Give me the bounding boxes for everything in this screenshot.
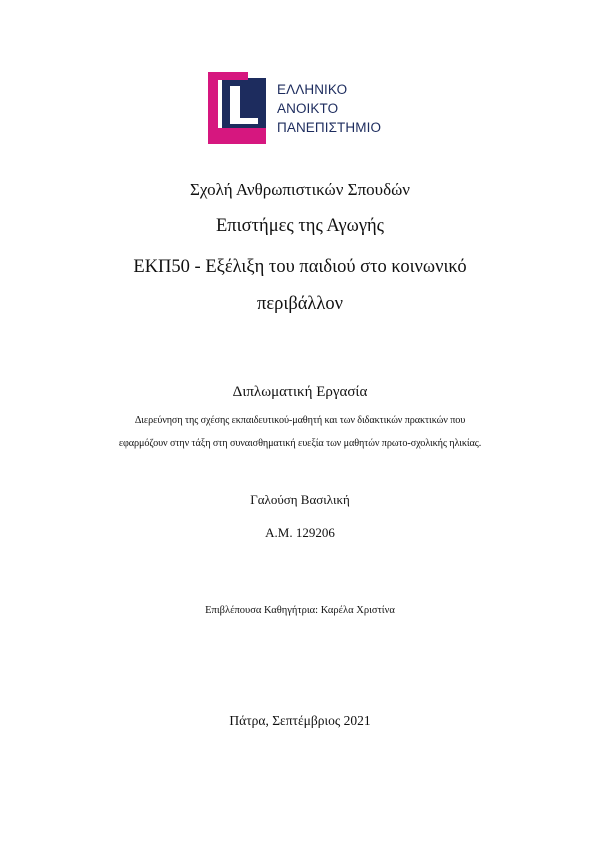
course-title-line-2: περιβάλλον <box>257 294 343 314</box>
course-title-line-1: ΕΚΠ50 - Εξέλιξη του παιδιού στο κοινωνικό <box>133 257 467 277</box>
place-date: Πάτρα, Σεπτέμβριος 2021 <box>229 713 371 728</box>
school-name: Σχολή Ανθρωπιστικών Σπουδών <box>190 180 410 199</box>
author-name: Γαλούση Βασιλική <box>250 492 350 507</box>
logo-mark-icon <box>208 72 270 144</box>
university-logo <box>208 72 398 144</box>
registration-number: Α.Μ. 129206 <box>265 525 335 540</box>
logo-line-3: ΠΑΝΕΠΙΣΤΗΜΙΟ <box>277 120 382 135</box>
logo-line-1: ΕΛΛΗΝΙΚΟ <box>277 82 348 97</box>
logo-wordmark <box>277 80 381 137</box>
thesis-subject-line-2: εφαρμόζουν στην τάξη στη συναισθηματική ευεξία των μαθητών πρωτο-σχολικής ηλικίας. <box>118 438 482 449</box>
logo-line-2: ΑΝΟΙΚΤΟ <box>277 101 339 116</box>
thesis-type: Διπλωματική Εργασία <box>232 384 368 400</box>
thesis-subject-line-1: Διερεύνηση της σχέσης εκπαιδευτικού-μαθητή και των διδακτικών πρακτικών που <box>134 415 466 426</box>
supervisor: Επιβλέπουσα Καθηγήτρια: Καρέλα Χριστίνα <box>205 605 395 616</box>
department-name: Επιστήμες της Αγωγής <box>216 216 384 236</box>
